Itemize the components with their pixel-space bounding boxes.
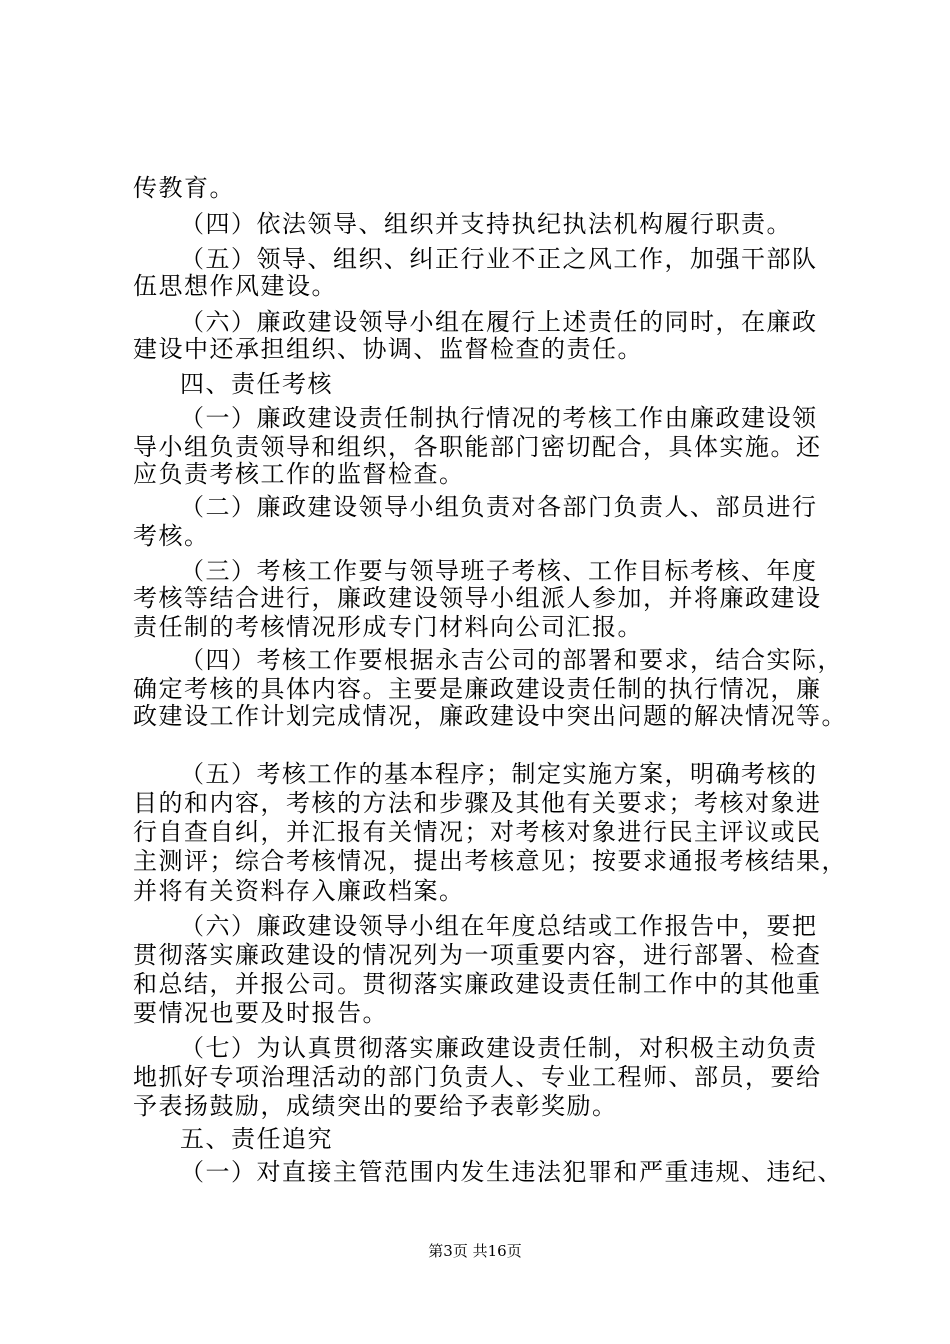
text-line: 伍思想作风建设。 [133,272,337,300]
text-line: 予表扬鼓励，成绩突出的要给予表彰奖励。 [133,1092,618,1120]
text-line: （四）依法领导、组织并支持执纪执法机构履行职责。 [180,210,792,238]
text-line: （四）考核工作要根据永吉公司的部署和要求，结合实际， [180,646,843,674]
text-line: （五）考核工作的基本程序；制定实施方案，明确考核的 [180,760,818,788]
text-line: （六）廉政建设领导小组在年度总结或工作报告中，要把 [180,912,818,940]
text-line: 考核。 [133,522,210,550]
text-line: 要情况也要及时报告。 [133,999,388,1027]
text-line: （六）廉政建设领导小组在履行上述责任的同时，在廉政 [180,308,818,336]
section-heading: 四、责任考核 [180,370,333,398]
text-line: 地抓好专项治理活动的部门负责人、专业工程师、部员，要给 [133,1063,822,1091]
section-heading: 五、责任追究 [180,1125,333,1153]
text-line: 行自查自纠，并汇报有关情况；对考核对象进行民主评议或民 [133,818,822,846]
text-line: （七）为认真贯彻落实廉政建设责任制，对积极主动负责 [180,1034,818,1062]
text-line: 应负责考核工作的监督检查。 [133,460,465,488]
text-line: 传教育。 [133,174,235,202]
text-line: 贯彻落实廉政建设的情况列为一项重要内容，进行部署、检查 [133,941,822,969]
text-line: 政建设工作计划完成情况，廉政建设中突出问题的解决情况等。 [133,702,847,730]
page-number: 第3页 共16页 [428,1242,522,1260]
text-line: （一）对直接主管范围内发生违法犯罪和严重违规、违纪、 [180,1158,843,1186]
text-line: 和总结，并报公司。贯彻落实廉政建设责任制工作中的其他重 [133,970,822,998]
text-line: （五）领导、组织、纠正行业不正之风工作，加强干部队 [180,245,818,273]
text-line: （三）考核工作要与领导班子考核、工作目标考核、年度 [180,557,818,585]
text-line: 导小组负责领导和组织，各职能部门密切配合，具体实施。还 [133,433,822,461]
text-line: 目的和内容，考核的方法和步骤及其他有关要求；考核对象进 [133,789,822,817]
text-line: 主测评；综合考核情况，提出考核意见；按要求通报考核结果， [133,847,847,875]
text-line: 建设中还承担组织、协调、监督检查的责任。 [133,335,643,363]
text-line: 考核等结合进行，廉政建设领导小组派人参加，并将廉政建设 [133,584,822,612]
text-line: （一）廉政建设责任制执行情况的考核工作由廉政建设领 [180,404,818,432]
text-line: 确定考核的具体内容。主要是廉政建设责任制的执行情况，廉 [133,675,822,703]
text-line: 责任制的考核情况形成专门材料向公司汇报。 [133,613,643,641]
text-line: 并将有关资料存入廉政档案。 [133,877,465,905]
text-line: （二）廉政建设领导小组负责对各部门负责人、部员进行 [180,493,818,521]
